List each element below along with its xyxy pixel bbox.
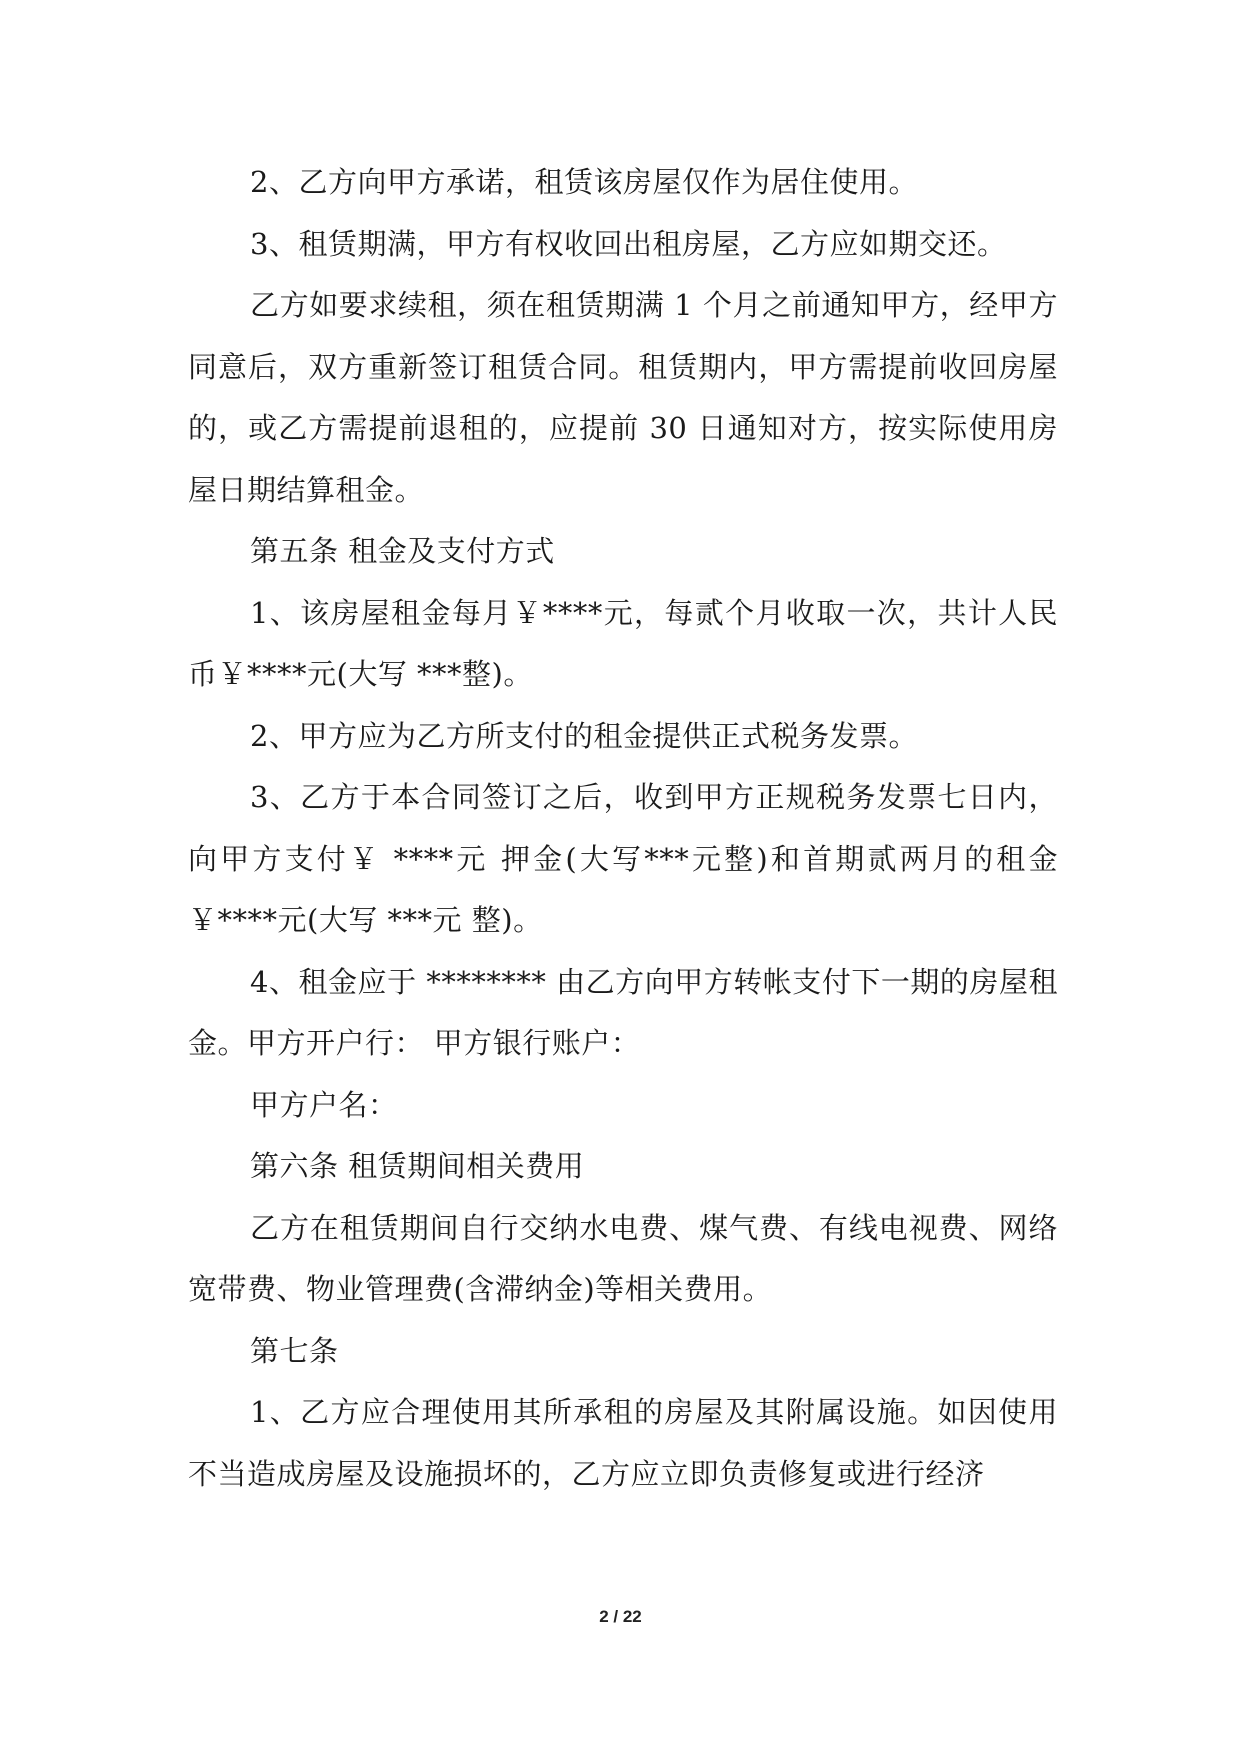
- page-number: 2 / 22: [599, 1607, 642, 1626]
- paragraph: 1、该房屋租金每月￥****元，每贰个月收取一次，共计人民币￥****元(大写 ***整)。: [188, 595, 1058, 691]
- paragraph: 1、乙方应合理使用其所承租的房屋及其附属设施。如因使用不当造成房屋及设施损坏的，乙方应立即负责修复或进行经济: [188, 1395, 1058, 1491]
- paragraph: 4、租金应于 ******** 由乙方向甲方转帐支付下一期的房屋租金。甲方开户行： 甲方银行账户：: [188, 964, 1058, 1060]
- paragraph: 3、乙方于本合同签订之后，收到甲方正规税务发票七日内，向甲方支付￥ ****元 押金(大写***元整)和首期贰两月的租金￥****元(大写 ***元 整)。: [188, 780, 1058, 937]
- document-body: [188, 152, 1058, 1505]
- paragraph: 乙方如要求续租，须在租赁期满 1 个月之前通知甲方，经甲方同意后，双方重新签订租赁合同。租赁期内，甲方需提前收回房屋的，或乙方需提前退租的，应提前 30 日通知对方，按实际使用房屋日期结算租金。: [188, 288, 1058, 507]
- section-heading: 第七条: [250, 1333, 339, 1368]
- section-heading: 第五条 租金及支付方式: [250, 534, 555, 568]
- paragraph: 乙方在租赁期间自行交纳水电费、煤气费、有线电视费、网络宽带费、物业管理费(含滞纳金)等相关费用。: [188, 1210, 1058, 1306]
- paragraph: 2、乙方向甲方承诺，租赁该房屋仅作为居住使用。: [250, 165, 918, 199]
- paragraph: 甲方户名：: [250, 1087, 398, 1122]
- paragraph: 3、租赁期满，甲方有权收回出租房屋，乙方应如期交还。: [250, 226, 1007, 261]
- section-heading: 第六条 租赁期间相关费用: [250, 1149, 585, 1183]
- paragraph: 2、甲方应为乙方所支付的租金提供正式税务发票。: [250, 718, 918, 753]
